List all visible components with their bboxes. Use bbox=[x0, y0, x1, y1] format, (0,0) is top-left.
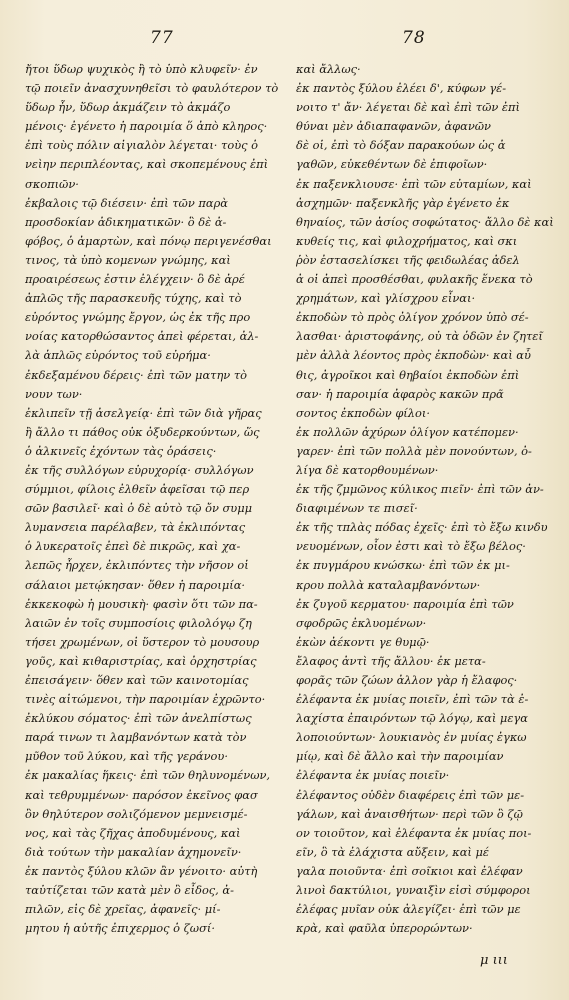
text-line: ἐκ παντὸς ξύλου κλῶν ἂν γένοιτο· αὐτὴ bbox=[25, 863, 258, 878]
text-line: ῥὸν ἐστασελίσκει τῆς φειδωλέας ἀδελ bbox=[296, 252, 520, 267]
text-line: ἐκ παντὸς ξύλου ἐλέει δ', κύφων γέ- bbox=[296, 81, 507, 96]
text-line: ἢ ἄλλο τι πάθος οὐκ ὀξυδερκούντων, ὥς bbox=[25, 424, 260, 439]
text-line: λίγα δὲ κατορθουμένων· bbox=[296, 462, 439, 477]
text-line: ἐκλύκου σόματος· ἐπὶ τῶν ἀνελπίστως bbox=[25, 711, 252, 726]
text-line: γαθῶν, εὐκεθέντων δὲ ἐπιφοῖων· bbox=[296, 157, 488, 172]
text-line: προαιρέσεως ἐστιν ἐλέγχειν· ὃ δὲ ἀρέ bbox=[25, 272, 245, 287]
text-line: λαχίστα ἐπαιρόντων τῷ λόγῳ, καὶ μεγα bbox=[296, 711, 528, 726]
signature-mark: μ ιιι bbox=[480, 953, 508, 968]
text-line: τῷ ποιεῖν ἀνασχυνηθεῖσι τὸ φαυλότερον τὸ bbox=[25, 81, 279, 96]
text-line: σαν· ἡ παροιμία ἀφαρὸς κακῶν πρᾶ bbox=[296, 386, 504, 401]
right-text-column bbox=[296, 60, 554, 938]
text-line: εῖν, ὃ τὰ ἐλάχιστα αὔξειν, καὶ μέ bbox=[296, 844, 490, 859]
text-line: διὰ τούτων τὴν μακαλίαν ἀχημονεῖν· bbox=[25, 844, 242, 859]
text-line: ταὐτίζεται τῶν κατὰ μὲν ὃ εἶδος, ἀ- bbox=[25, 883, 234, 898]
text-line: μίῳ, καὶ δὲ ἄλλο καὶ τὴν παροιμίαν bbox=[296, 749, 504, 764]
text-line: καὶ τεθρυμμένων· παρόσον ἐκεῖνος φασ bbox=[25, 787, 258, 802]
right-page-number: 78 bbox=[402, 28, 426, 48]
text-line: λοποιούντων· λουκιανὸς ἐν μυίας ἐγκω bbox=[296, 730, 527, 745]
text-line: ἀπλῶς τῆς παρασκευῆς τύχης, καὶ τὸ bbox=[25, 291, 242, 306]
text-line: ὁ ἀλκινεῖς ἐχόντων τὰς ὁράσεις· bbox=[25, 443, 217, 458]
left-text-column bbox=[25, 60, 287, 938]
text-line: σφοδρῶς ἐκλυομένων· bbox=[296, 615, 427, 630]
text-line: ἐκδεξαμένου δέρεις· ἐπὶ τῶν ματην τὸ bbox=[25, 367, 247, 382]
text-line: ἐλέφαντος οὐδὲν διαφέρεις ἐπὶ τῶν με- bbox=[296, 787, 525, 802]
text-line: τινὲς αἰτώμενοι, τὴν παροιμίαν ἐχρῶντο· bbox=[25, 692, 266, 707]
text-line: νευομένων, οἷον ἐστι καὶ τὸ ἔξω βέλος· bbox=[296, 539, 526, 554]
text-line: εὐρόντος γνώμης ἔργον, ὡς ἐκ τῆς προ bbox=[25, 310, 251, 325]
text-line: θις, ἀγροῖκοι καὶ θηβαίοι ἐκποδὼν ἐπὶ bbox=[296, 367, 520, 382]
text-line: ὁ λυκερατοῖς ἐπεὶ δὲ πικρῶς, καὶ χα- bbox=[25, 539, 241, 554]
text-line: φόβος, ὁ ἀμαρτὼν, καὶ πόνῳ περιγενέσθαι bbox=[25, 233, 272, 248]
text-line: γαλα ποιοῦντα· ἐπὶ σοῖκιοι καὶ ἐλέφαν bbox=[296, 863, 523, 878]
text-line: λασθαι· ἀριστοφάνης, οὐ τὰ ὁδῶν ἐν ζητεῖ bbox=[296, 329, 543, 344]
text-line: γάλων, καὶ ἀναισθήτων· περὶ τῶν ὃ ζῷ bbox=[296, 806, 523, 821]
text-line: φορᾶς τῶν ζώων ἀλλον γὰρ ἡ ἔλαφος· bbox=[296, 673, 518, 687]
text-line: γοῦς, καὶ κιθαριστρίας, καὶ ὀρχηστρίας bbox=[25, 653, 257, 668]
text-line: ἀσχημῶν· παξενκλῆς γὰρ ἐγένετο ἐκ bbox=[296, 195, 510, 210]
text-line: ἀ οἱ ἀπεὶ προσθέσθαι, φυλακῆς ἕνεκα τὸ bbox=[296, 272, 533, 287]
text-line: νος, καὶ τὰς ζῆχας ἀποδυμένους, καὶ bbox=[25, 825, 241, 840]
text-line: μὲν ἀλλὰ λέοντος πρὸς ἐκποδὼν· καὶ αὖ bbox=[296, 348, 531, 363]
text-line: ἐλέφαντα ἐκ μυίας ποιεῖν· bbox=[296, 768, 450, 783]
text-line: ἔλαφος ἀντὶ τῆς ἄλλου· ἐκ μετα- bbox=[296, 653, 486, 668]
text-line: νουν των· bbox=[25, 386, 83, 401]
text-line: ὕδωρ ἦν, ὕδωρ ἀκμάζειν τὸ ἀκμάζο bbox=[25, 100, 231, 115]
text-line: τήσει χρωμένων, οἱ ὕστερον τὸ μουσουρ bbox=[25, 634, 260, 649]
text-line: ἐλέφαντα ἐκ μυίας ποιεῖν, ἐπὶ τῶν τὰ ἐ- bbox=[296, 692, 529, 707]
text-line: τινος, τὰ ὑπὸ κομενων γνώμης, καὶ bbox=[25, 252, 231, 267]
text-line: ον τοιοῦτον, καὶ ἐλέφαντα ἐκ μυίας ποι- bbox=[296, 825, 532, 840]
text-line: ἐκ τῆς συλλόγων εὐρυχορίᾳ· συλλόγων bbox=[25, 462, 254, 477]
text-line: ἐπεισάγειν· ὅθεν καὶ τῶν καινοτομίας bbox=[25, 673, 249, 687]
text-line: μητου ἡ αὐτῆς ἐπιχερμος ὁ ζωσί· bbox=[25, 921, 215, 936]
text-line: ἐκ τῆς ζμμῶνος κύλικος πιεῖν· ἐπὶ τῶν ἀν- bbox=[296, 482, 544, 497]
text-line: νοίας κατορθώσαντος ἀπεὶ φέρεται, ἀλ- bbox=[25, 329, 259, 344]
text-line: σύμμιοι, φίλοις ἐλθεῖν ἀφεῖσαι τῷ περ bbox=[25, 482, 250, 497]
text-line: σάλαιοι μετῴκησαν· ὅθεν ἡ παροιμία· bbox=[25, 577, 246, 592]
text-line: λὰ ἁπλῶς εὑρόντος τοῦ εὐρήμα· bbox=[25, 348, 211, 363]
text-line: ἐκβαλοις τῷ διέσειν· ἐπὶ τῶν παρὰ bbox=[25, 195, 228, 210]
text-line: μῦθον τοῦ λύκου, καὶ τῆς γεράνου· bbox=[25, 749, 228, 764]
text-line: καὶ ἄλλως· bbox=[296, 62, 361, 76]
text-line: πιλῶν, εἰς δὲ χρεῖας, ἀφανεῖς· μί- bbox=[25, 902, 221, 917]
text-line: χρημάτων, καὶ γλίσχρου εἶναι· bbox=[296, 291, 476, 306]
text-line: σκοπιῶν· bbox=[25, 176, 79, 191]
text-line: σοντος ἐκποδὼν φίλοι· bbox=[296, 405, 430, 420]
text-line: ὃν θηλύτερον σολιζόμενον μεμνεισμέ- bbox=[25, 806, 248, 821]
text-line: ἐκ πολλῶν ἀχύρων ὀλίγον κατέπομεν· bbox=[296, 424, 519, 439]
text-line: νοιτο τ' ἄν· λέγεται δὲ καὶ ἐπὶ τῶν ἐπὶ bbox=[296, 100, 520, 115]
text-line: ἑκὼν ἀέκοντι γε θυμῷ· bbox=[296, 634, 430, 649]
text-line: λυμανσεια παρέλαβεν, τὰ ἐκλιπόντας bbox=[25, 520, 246, 535]
text-line: κρὰ, καὶ φαῦλα ὑπερορώντων· bbox=[296, 921, 473, 936]
text-line: ἐκ τῆς τπλὰς πόδας ἐχεῖς· ἐπὶ τὸ ἔξω κινδυ bbox=[296, 520, 548, 535]
text-line: ἐκ μακαλίας ἥκεις· ἐπὶ τῶν θηλυνομένων, bbox=[25, 768, 271, 783]
text-line: ἐκ ζυγοῦ κερματου· παροιμία ἐπὶ τῶν bbox=[296, 596, 514, 611]
text-line: νεὶην περιπλέοντας, καὶ σκοπεμένους ἐπὶ bbox=[25, 157, 269, 172]
text-line: προσδοκίαν ἀδικηματικῶν· ὃ δὲ ἀ- bbox=[25, 214, 227, 229]
text-line: ἐπὶ τοὺς πόλιν αἰγιαλὸν λέγεται· τοὺς ὁ bbox=[25, 138, 258, 153]
text-line: κρου πολλὰ καταλαμβανόντων· bbox=[296, 577, 481, 592]
left-page-number: 77 bbox=[150, 28, 174, 48]
text-line: λεπῶς ἦρχεν, ἐκλιπόντες τὴν νῆσον οἱ bbox=[25, 558, 249, 573]
text-line: δὲ οἱ, ἐπὶ τὸ δόξαν παρακούων ὡς ἀ bbox=[296, 138, 506, 153]
text-line: θηναίος, τῶν ἀσίος σοφώτατος· ἄλλο δὲ καὶ bbox=[296, 214, 554, 229]
text-line: γαρεν· ἐπὶ τῶν πολλὰ μὲν πονούντων, ὀ- bbox=[296, 443, 532, 458]
text-line: ἤτοι ὕδωρ ψυχικὸς ἢ τὸ ὑπὸ κλυφεῖν· ἐν bbox=[25, 62, 258, 76]
text-line: κυθείς τις, καὶ φιλοχρήματος, καὶ σκι bbox=[296, 233, 518, 248]
text-line: θύναι μὲν ἀδιαπαφανῶν, ἀφανῶν bbox=[296, 119, 491, 134]
text-line: λινοὶ δακτύλιοι, γυναιξὶν εἰσὶ σύμφοροι bbox=[296, 883, 531, 898]
text-line: λαιῶν ἐν τοῖς συμποσίοις φιλολόγῳ ζη bbox=[25, 615, 252, 630]
text-line: μένοις· ἐγένετο ἡ παροιμία ὅ ἀπὸ κληρος· bbox=[25, 119, 268, 134]
text-line: ἐλέφας μυῖαν οὐκ ἀλεγίζει· ἐπὶ τῶν με bbox=[296, 902, 521, 917]
text-line: παρά τινων τι λαμβανόντων κατὰ τὸν bbox=[25, 730, 247, 745]
text-line: ἐκ παξενκλιουσε· ἐπὶ τῶν εὐταμίων, καὶ bbox=[296, 176, 532, 191]
text-line: ἐκ πυγμάρου κνώσκω· ἐπὶ τῶν ἐκ μι- bbox=[296, 558, 510, 573]
text-line: σῶν βασιλεῖ· καὶ ὁ δὲ αὐτὸ τῷ ὄν συμμ bbox=[25, 501, 253, 516]
text-line: ἐκποδὼν τὸ πρὸς ὀλίγον χρόνον ὑπὸ σέ- bbox=[296, 310, 529, 325]
text-line: διαφιμένων τε πισεῖ· bbox=[296, 501, 418, 516]
text-line: ἐκλιπεῖν τῇ ἀσελγείᾳ· ἐπὶ τῶν διὰ γῆρας bbox=[25, 405, 262, 420]
text-line: ἐκκεκοφὼ ἡ μουσικὴ· φασὶν ὅτι τῶν πα- bbox=[25, 596, 258, 611]
